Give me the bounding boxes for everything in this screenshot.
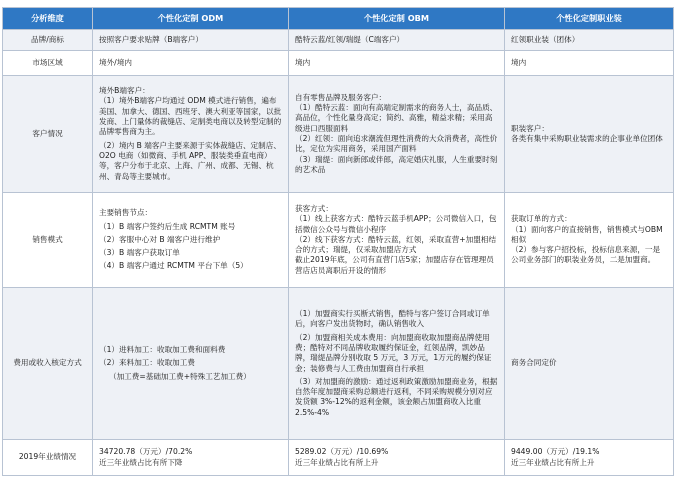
header-dimension: 分析维度	[3, 8, 93, 30]
cell-uniform: 职装客户： 各类有集中采购职业装需求的企事业单位团体	[505, 76, 674, 193]
table-row	[3, 30, 674, 51]
cell-uniform: 境内	[505, 51, 674, 76]
cell-odm: （1）进料加工：收取加工费和面料费 （2）来料加工：收取加工费 （加工费=基础加工费+特殊工艺加工费）	[93, 288, 289, 440]
row-label: 客户情况	[3, 76, 93, 193]
row-label: 销售模式	[3, 193, 93, 288]
table-row	[3, 193, 674, 288]
row-label: 费用或收入核定方式	[3, 288, 93, 440]
table-row	[3, 440, 674, 476]
cell-uniform: 商务合同定价	[505, 288, 674, 440]
comparison-table	[2, 7, 674, 476]
table-row	[3, 288, 674, 440]
cell-obm: （1）加盟商实行买断式销售，酷特与客户签订合同或订单后，向客户发出货物时，确认销售收入 （2）加盟商相关成本费用：向加盟商收取加盟商品牌使用费；酷特对不同品牌收取履约保证金，红领品牌，凯妙品牌，瑞缇品牌分别收取 5 万元，3 万元，1万元的履约保证金；装修费与人工费由加盟商自行承担 （3）对加盟商的激励：通过返利政策激励加盟商业务，根据自然年度加盟商采购总额进行返利，不同采购规模分别对应发货额 3%-12%的返利金额，该金额占加盟商收入比重2.5%-4%	[289, 288, 505, 440]
header-odm: 个性化定制 ODM	[93, 8, 289, 30]
cell-uniform: 9449.00（万元）/19.1% 近三年业绩占比有所上升	[505, 440, 674, 476]
cell-odm: 按照客户要求贴牌（B端客户）	[93, 30, 289, 51]
header-uniform: 个性化定制职业装	[505, 8, 674, 30]
cell-uniform: 红领职业装（团体）	[505, 30, 674, 51]
row-label: 2019年业绩情况	[3, 440, 93, 476]
cell-obm: 境内	[289, 51, 505, 76]
table-row	[3, 76, 674, 193]
cell-obm: 酷特云蓝/红领/瑞缇（C端客户）	[289, 30, 505, 51]
cell-uniform: 获取订单的方式： （1）面向客户的直接销售，销售模式与OBM相似 （2）参与客户招投标，投标信息来源，一是公司业务部门的职装业务员，二是加盟商。	[505, 193, 674, 288]
cell-odm: 主要销售节点： （1）B 端客户签约后生成 RCMTM 账号 （2）客服中心对 B 端客户进行维护 （3）B 端客户获取订单 （4）B 端客户通过 RCMTM 平台下单（5）	[93, 193, 289, 288]
table-row	[3, 51, 674, 76]
cell-obm: 获客方式： （1）线上获客方式：酷特云蓝手机APP；公司微信入口，包括微信公众号与微信小程序 （2）线下获客方式：酷特云蓝，红领，采取直营+加盟相结合的方式；瑞缇，仅采取加盟店方式 截止2019年底，公司有直营门店5家；加盟店存在管理理员营店店员离职后开设的情形	[289, 193, 505, 288]
cell-obm: 5289.02（万元）/10.69% 近三年业绩占比有所上升	[289, 440, 505, 476]
header-obm: 个性化定制 OBM	[289, 8, 505, 30]
cell-odm: 34720.78（万元）/70.2% 近三年业绩占比有所下降	[93, 440, 289, 476]
cell-odm: 境外/境内	[93, 51, 289, 76]
header-row	[3, 8, 674, 30]
cell-obm: 自有零售品牌及服务客户： （1）酷特云蓝：面向有高端定制需求的商务人士，高品质、高品位，个性化量身高定；简约、高雅，精益求精；采用高级进口西服面料 （2）红领：面向追求潮流但理性消费的大众消费者，高性价比，定位为实用商务，采用国产面料 （3）瑞缇：面向新郎或伴郎，高定婚庆礼服，人生重要时刻的艺术品	[289, 76, 505, 193]
row-label: 市场区域	[3, 51, 93, 76]
row-label: 品牌/商标	[3, 30, 93, 51]
cell-odm: 境外B端客户： （1）境外B端客户均通过 ODM 模式进行销售，遍布美国、加拿大、德国、西班牙、澳大利亚等国家，以批发商、上门量体的裁缝店、定制类电商以及转型定制的品牌零售商为主。 （2）境内 B 端客户主要来源于实体裁缝店、定制店、O2O 电商（如微商、手机 APP、服装类垂直电商）等，客户分布于北京、上海、广州、成都、无锡、杭州、青岛等主要城市。	[93, 76, 289, 193]
